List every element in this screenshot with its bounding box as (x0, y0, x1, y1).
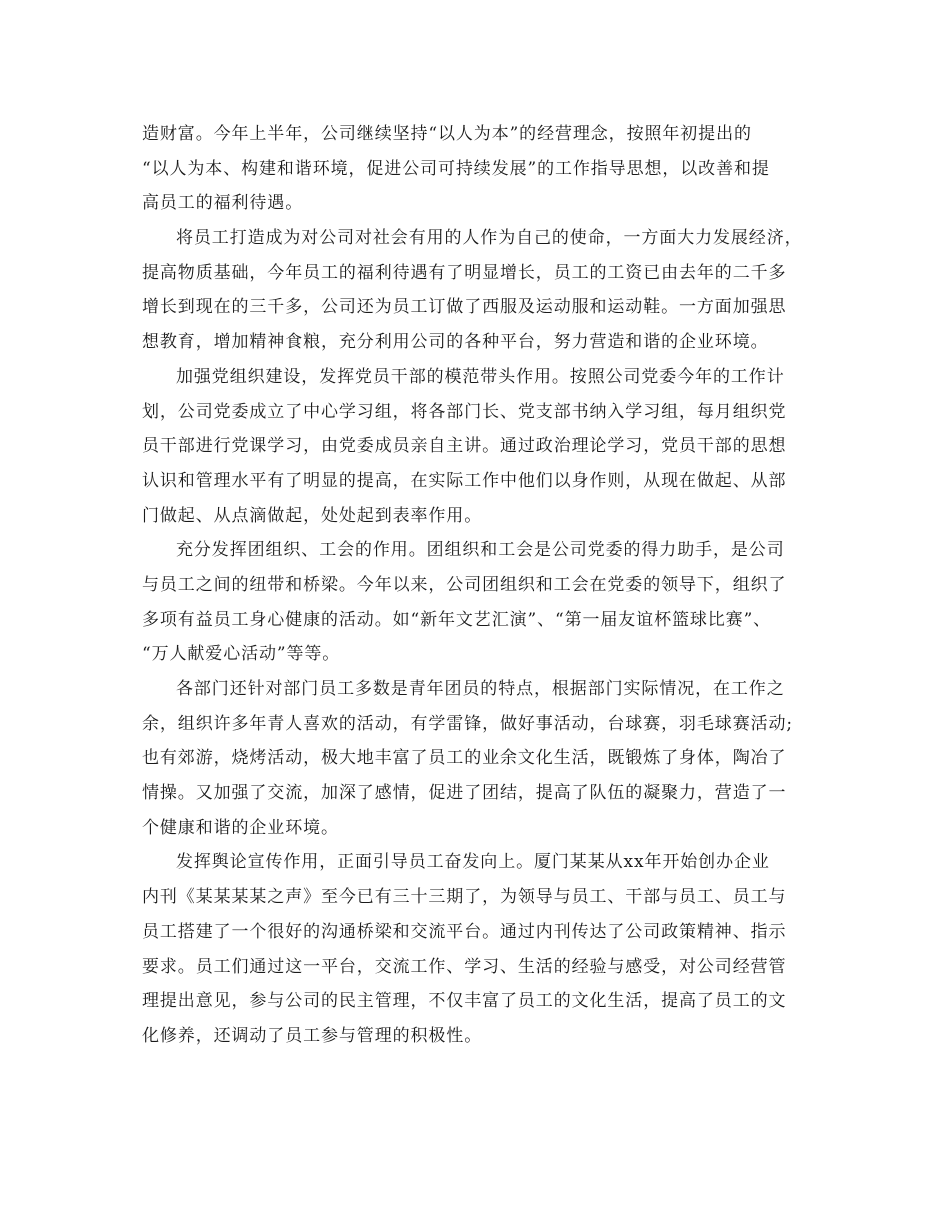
text-line: 高员工的福利待遇。 (142, 193, 304, 214)
text-line: 员干部进行党课学习，由党委成员亲自主讲。通过政治理论学习，党员干部的思想 (142, 436, 787, 457)
text-line: 提高物质基础，今年员工的福利待遇有了明显增长，员工的工资已由去年的二千多 (142, 262, 787, 283)
text-line: 要求。员工们通过这一平台，交流工作、学习、生活的经验与感受，对公司经营管 (142, 956, 787, 977)
text-line: 认识和管理水平有了明显的提高，在实际工作中他们以身作则，从现在做起、从部 (142, 470, 787, 491)
paragraph-first-line: 将员工打造成为对公司对社会有用的人作为自己的使命，一方面大力发展经济， (176, 228, 803, 249)
text-line: 与员工之间的纽带和桥梁。今年以来，公司团组织和工会在党委的领导下，组织了 (142, 574, 787, 595)
paragraph-first-line: 各部门还针对部门员工多数是青年团员的特点，根据部门实际情况，在工作之 (176, 679, 785, 699)
paragraph-first-line: 加强党组织建设，发挥党员干部的模范带头作用。按照公司党委今年的工作计 (176, 366, 785, 387)
text-line: 划，公司党委成立了中心学习组，将各部门长、党支部书纳入学习组，每月组织党 (142, 401, 787, 422)
text-line: 员工搭建了一个很好的沟通桥梁和交流平台。通过内刊传达了公司政策精神、指示 (142, 921, 787, 942)
document-body (142, 117, 812, 1054)
text-line: 增长到现在的三千多，公司还为员工订做了西服及运动服和运动鞋。一方面加强思 (142, 297, 787, 318)
text-line: “万人献爱心活动”等等。 (142, 644, 341, 665)
paragraph-first-line: 发挥舆论宣传作用，正面引导员工奋发向上。厦门某某从xx年开始创办企业 (176, 852, 770, 873)
text-line: 门做起、从点滴做起，处处起到表率作用。 (142, 505, 483, 526)
text-line: 也有郊游，烧烤活动，极大地丰富了员工的业余文化生活，既锻炼了身体，陶冶了 (142, 748, 787, 769)
text-line: 余，组织许多年青人喜欢的活动，有学雷锋，做好事活动，台球赛，羽毛球赛活动; (142, 713, 794, 734)
text-line: “以人为本、构建和谐环境，促进公司可持续发展”的工作指导思想，以改善和提 (142, 158, 770, 179)
paragraph-first-line: 充分发挥团组织、工会的作用。团组织和工会是公司党委的得力助手，是公司 (176, 540, 785, 561)
text-line: 造财富。今年上半年，公司继续坚持“以人为本”的经营理念，按照年初提出的 (142, 124, 752, 144)
text-line: 化修养，还调动了员工参与管理的积极性。 (142, 1025, 483, 1046)
text-line: 内刊《某某某某之声》至今已有三十三期了，为领导与员工、干部与员工、员工与 (142, 887, 787, 908)
text-line: 想教育，增加精神食粮，充分利用公司的各种平台，努力营造和谐的企业环境。 (142, 332, 769, 353)
text-line: 多项有益员工身心健康的活动。如“新年文艺汇演”、“第一届友谊杯篮球比赛”、 (142, 609, 772, 630)
text-line: 理提出意见，参与公司的民主管理，不仅丰富了员工的文化生活，提高了员工的文 (142, 991, 787, 1012)
text-line: 个健康和谐的企业环境。 (142, 817, 339, 838)
text-line: 情操。又加强了交流，加深了感情，促进了团结，提高了队伍的凝聚力，营造了一 (142, 783, 787, 804)
